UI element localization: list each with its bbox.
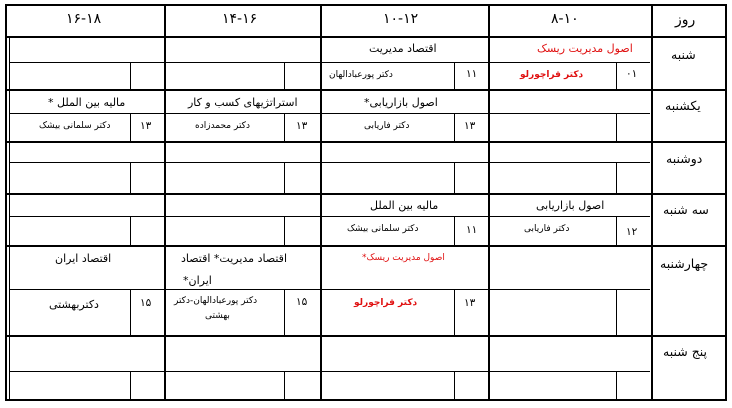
number-column-border [284, 216, 285, 245]
day-column-header: روز [675, 12, 696, 28]
number-column-border [130, 162, 131, 193]
number-column-border [130, 113, 131, 141]
teacher-name: دکتر سلمانی بیشک [39, 121, 111, 131]
row-border [5, 193, 727, 195]
class-number: ۱۳ [464, 297, 476, 309]
number-column-border [454, 162, 455, 193]
teacher-name: دکتر پورعبادالهان [329, 70, 393, 80]
number-column-border [284, 162, 285, 193]
number-column-border [284, 289, 285, 335]
row-divider-sun [9, 113, 650, 114]
row-border [5, 89, 727, 91]
teacher-name: دکتر قراچورلو [354, 298, 418, 308]
day-label-monday: دوشنبه [666, 151, 703, 166]
class-number: ۱۳ [464, 120, 476, 132]
course-title: مالیه بین الملل * [48, 96, 126, 109]
course-title: اقتصاد ایران [55, 252, 112, 265]
row-divider-tue [9, 216, 650, 217]
number-column-border [454, 289, 455, 335]
teacher-name: دکتر فاریابی [364, 121, 410, 131]
class-number: ۱۵ [296, 296, 308, 308]
teacher-name: دکتربهشتی [49, 298, 99, 311]
number-column-border [454, 113, 455, 141]
day-label-sunday: یکشنبه [665, 98, 701, 113]
class-number: ۰۱ [626, 68, 638, 80]
slot-header-10-12: ۱۰-۱۲ [383, 11, 419, 27]
day-label-saturday: شنبه [671, 47, 696, 62]
number-column-border [454, 62, 455, 89]
row-divider-sat [9, 62, 650, 63]
column-border [651, 4, 653, 401]
course-title: اصول بازاریابی* [364, 96, 438, 109]
course-title: اصول بازاریابی [536, 199, 605, 212]
column-border [164, 4, 166, 401]
number-column-border [130, 371, 131, 399]
teacher-name-line2: بهشتی [205, 311, 230, 321]
class-number: ۱۵ [140, 297, 152, 309]
teacher-name: دکتر فاریابی [524, 224, 570, 234]
number-column-border [616, 162, 617, 193]
number-column-border [616, 216, 617, 245]
row-border [5, 141, 727, 143]
course-title: استراتژیهای کسب و کار [188, 96, 298, 109]
row-divider-thu [9, 371, 650, 372]
column-border [320, 4, 322, 401]
number-column-border [616, 371, 617, 399]
teacher-name: دکتر پورعبادالهان-دکتر [174, 296, 258, 306]
slot-header-14-16: ۱۴-۱۶ [222, 11, 258, 27]
slot-header-8-10: ۸-۱۰ [551, 11, 579, 27]
header-bottom-border [5, 36, 727, 38]
number-column-border [616, 289, 617, 335]
number-column-border [130, 289, 131, 335]
number-column-border [284, 62, 285, 89]
class-number: ۱۱ [466, 68, 478, 80]
course-title: اصول مدیریت ریسک [537, 42, 633, 55]
number-column-border [284, 371, 285, 399]
number-column-border [616, 113, 617, 141]
class-number: ۱۳ [296, 120, 308, 132]
schedule-table [5, 4, 727, 401]
class-number: ۱۲ [626, 226, 638, 238]
class-number: ۱۱ [466, 224, 478, 236]
course-title-line2: ایران* [183, 274, 212, 287]
column-border [488, 4, 490, 401]
row-divider-mon [9, 162, 650, 163]
number-column-border [616, 62, 617, 89]
teacher-name: دکتر قراچورلو [520, 70, 584, 80]
row-border [5, 335, 727, 337]
slot-header-16-18: ۱۶-۱۸ [66, 11, 102, 27]
number-column-border [454, 216, 455, 245]
teacher-name: دکتر سلمانی بیشک [347, 224, 419, 234]
number-column-border [284, 113, 285, 141]
day-label-thursday: پنج شنبه [663, 344, 708, 359]
course-title: اصول مدیریت ریسک* [362, 253, 445, 263]
number-column-border [454, 371, 455, 399]
course-title: اقتصاد مدیریت [369, 42, 437, 55]
course-title: مالیه بین الملل [370, 199, 439, 212]
number-column-border [130, 216, 131, 245]
class-number: ۱۳ [140, 120, 152, 132]
row-divider-wed [9, 289, 650, 290]
course-title: اقتصاد مدیریت* اقتصاد [181, 252, 287, 265]
day-label-tuesday: سه شنبه [663, 202, 709, 217]
row-border [5, 245, 727, 247]
teacher-name: دکتر محمدزاده [195, 121, 250, 131]
inner-left-border [9, 38, 10, 399]
number-column-border [130, 62, 131, 89]
day-label-wednesday: چهارشنبه [660, 256, 709, 271]
